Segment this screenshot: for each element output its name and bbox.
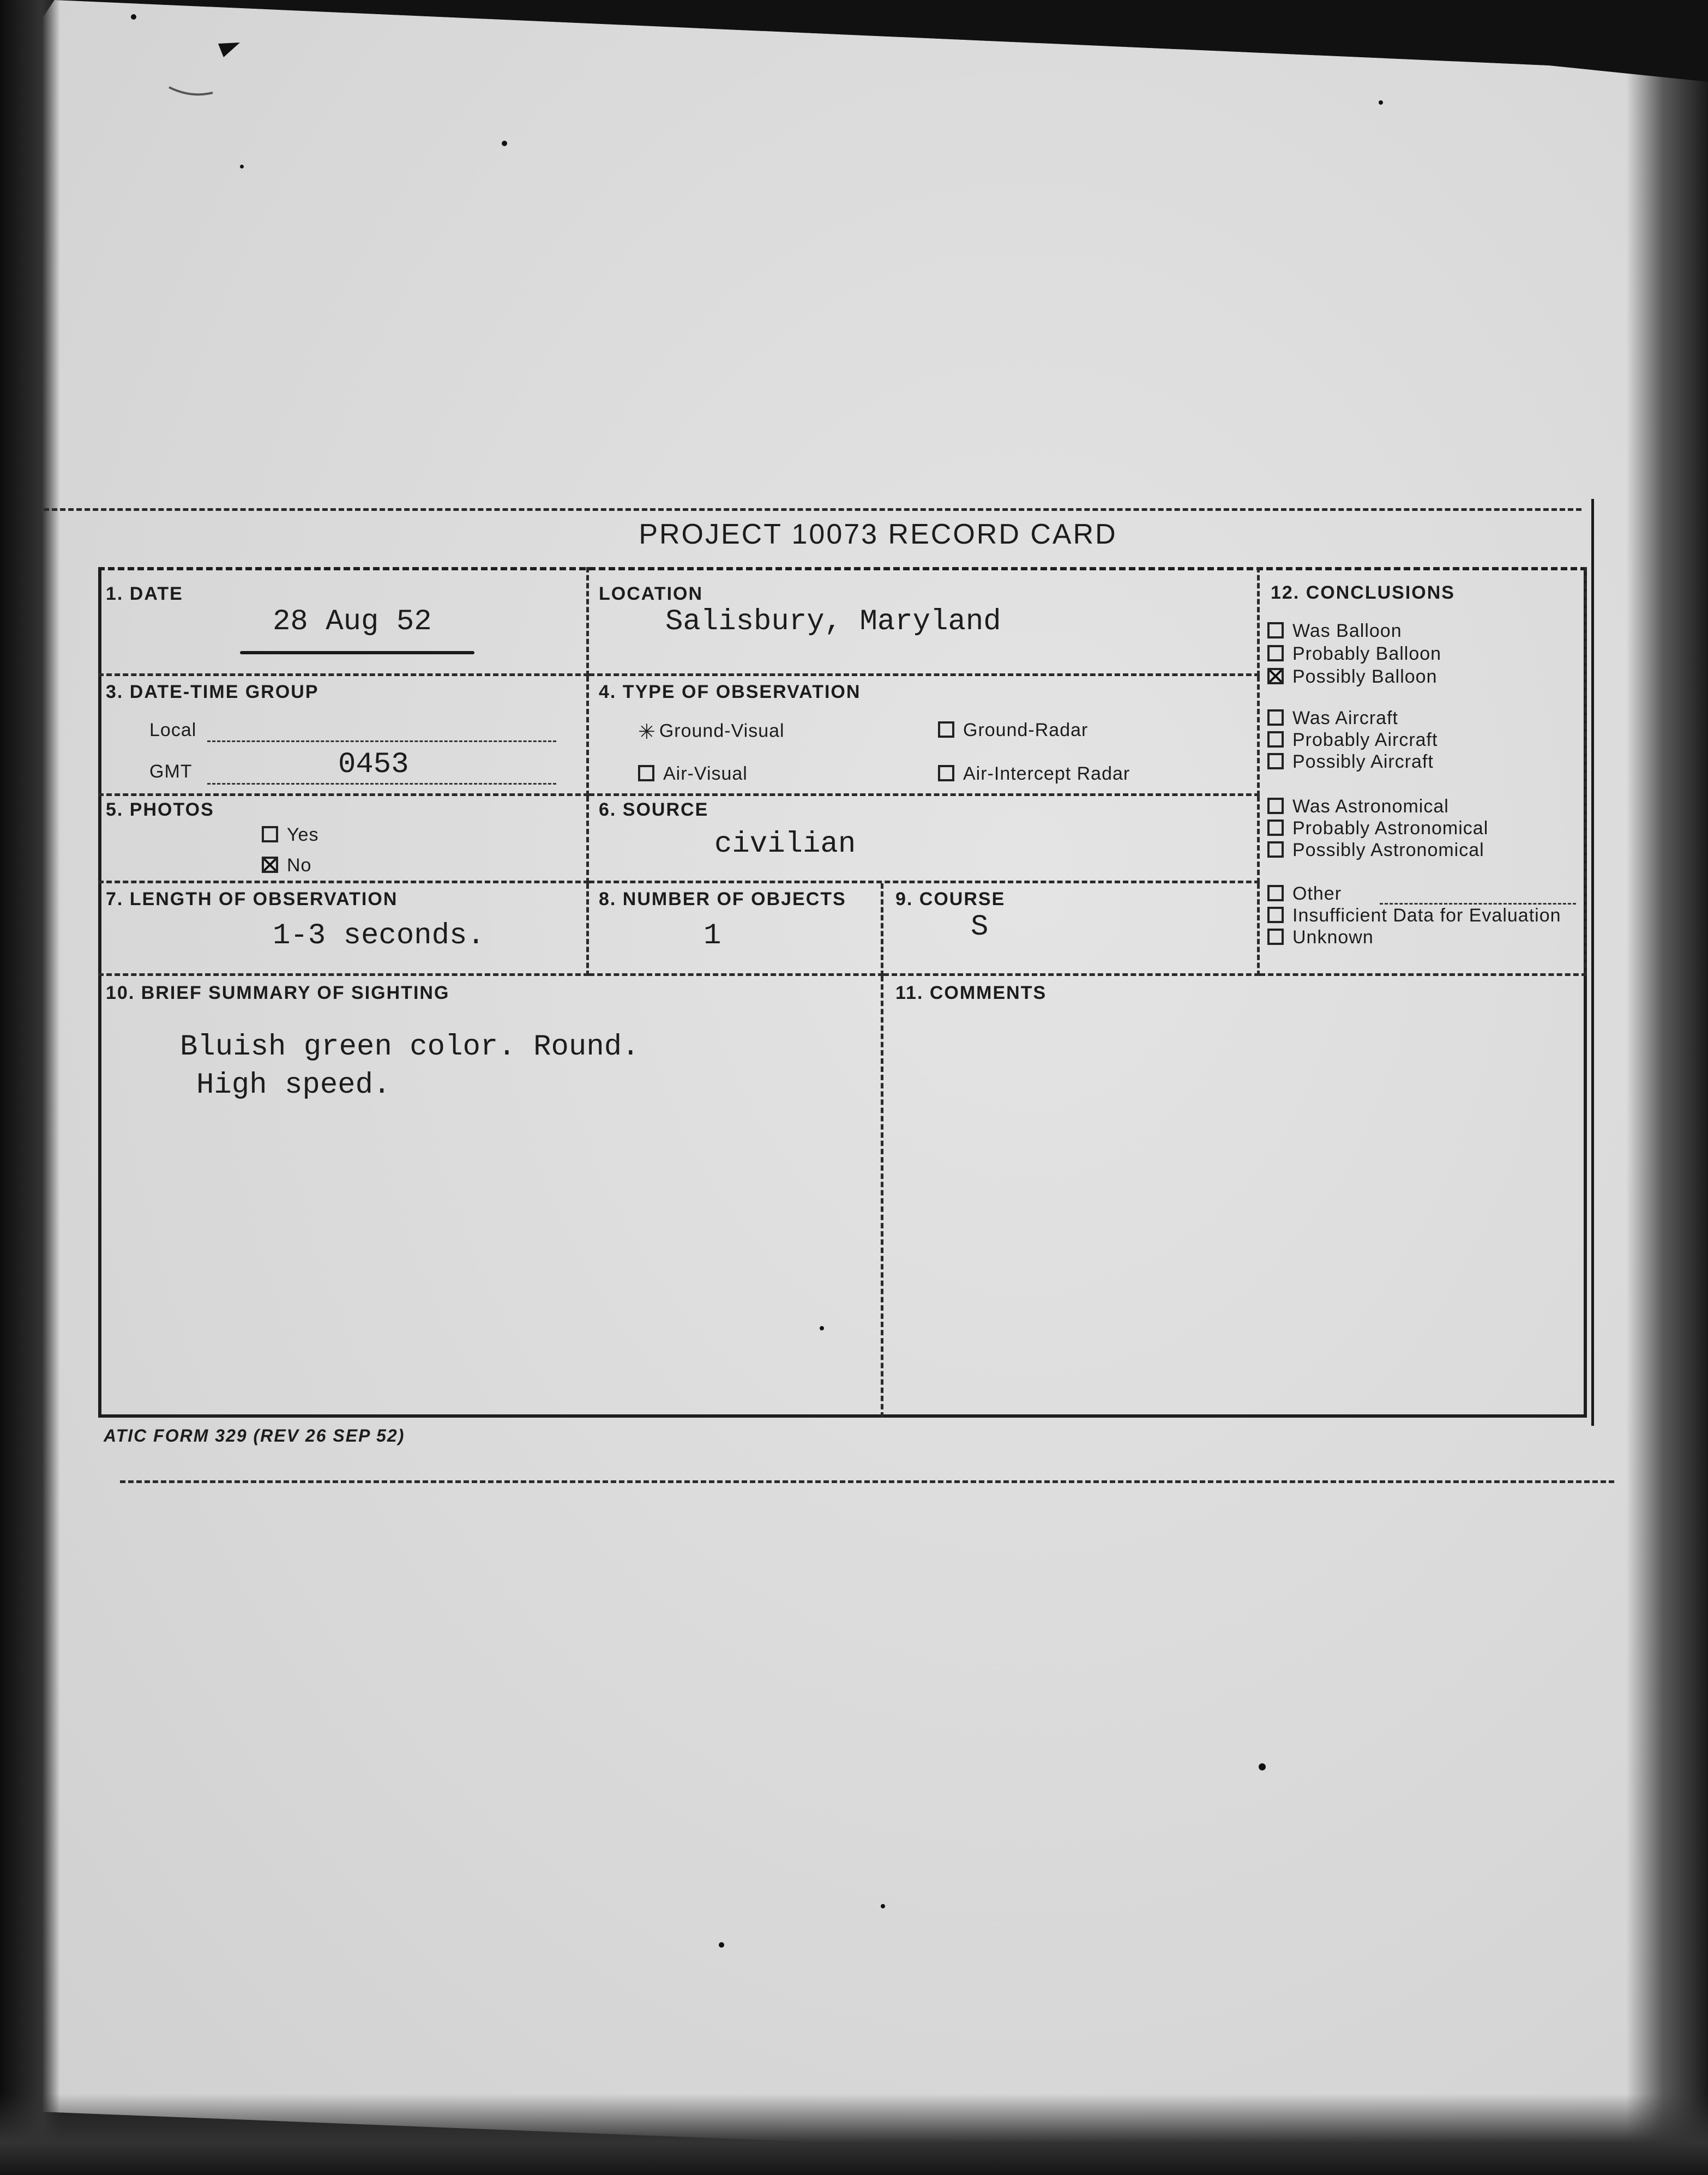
card-edge-line [1591, 499, 1594, 1426]
cell-length [98, 883, 589, 976]
dust-speck [240, 165, 244, 168]
date-value: 28 Aug 52 [273, 605, 432, 638]
course-value: S [971, 911, 989, 944]
scan-edge-left [0, 0, 60, 2175]
cell-location [589, 567, 1260, 676]
dust-speck [131, 14, 136, 20]
location-value: Salisbury, Maryland [665, 605, 1001, 638]
checkbox-icon [262, 826, 278, 842]
cell-source [589, 796, 1260, 883]
dust-speck [719, 1942, 724, 1948]
conclusion-probably-aircraft: Probably Aircraft [1267, 730, 1438, 751]
conclusion-possibly-aircraft: Possibly Aircraft [1267, 751, 1434, 773]
photos-option-no: No [262, 855, 311, 876]
checkbox-icon [1267, 798, 1284, 814]
photos-label: 5. PHOTOS [106, 799, 214, 820]
dust-speck [881, 1904, 885, 1908]
cell-conclusions [1260, 567, 1587, 976]
summary-line-1: Bluish green color. Round. [180, 1031, 640, 1064]
conclusion-possibly-astronomical: Possibly Astronomical [1267, 840, 1484, 861]
location-label: LOCATION [599, 583, 703, 604]
source-label: 6. SOURCE [599, 799, 709, 820]
cell-number-of-objects [589, 883, 883, 976]
checked-star-icon: ✳ [638, 721, 656, 744]
checkbox-icon [938, 721, 954, 738]
record-card [98, 519, 1587, 1418]
checkbox-icon [1267, 885, 1284, 901]
checkbox-icon [1267, 622, 1284, 638]
objects-value: 1 [703, 919, 721, 953]
option-air-visual: Air-Visual [638, 763, 748, 785]
date-label: 1. DATE [106, 583, 183, 604]
dtg-gmt-value: 0453 [338, 748, 409, 781]
checkbox-icon [1267, 645, 1284, 661]
dtg-local-label: Local [149, 720, 197, 740]
date-underline [240, 651, 474, 654]
card-title: PROJECT 10073 RECORD CARD [639, 519, 1117, 550]
length-label: 7. LENGTH OF OBSERVATION [106, 889, 398, 909]
conclusion-was-balloon: Was Balloon [1267, 620, 1402, 642]
conclusion-probably-balloon: Probably Balloon [1267, 643, 1441, 665]
cut-line-bottom [120, 1480, 1614, 1483]
cell-comments [883, 976, 1587, 1418]
dust-speck [502, 141, 507, 146]
checkbox-icon [1267, 907, 1284, 923]
comments-label: 11. COMMENTS [895, 983, 1047, 1003]
dtg-local-rule [207, 740, 556, 742]
dtg-gmt-label: GMT [149, 761, 193, 782]
checked-box-icon [1267, 668, 1284, 684]
conclusion-was-astronomical: Was Astronomical [1267, 796, 1449, 817]
option-air-intercept-radar: Air-Intercept Radar [938, 763, 1130, 785]
checkbox-icon [1267, 731, 1284, 748]
scan-edge-right [1626, 0, 1708, 2175]
option-ground-radar: Ground-Radar [938, 720, 1088, 741]
source-value: civilian [714, 828, 856, 861]
summary-label: 10. BRIEF SUMMARY OF SIGHTING [106, 983, 450, 1003]
form-number-footer: ATIC FORM 329 (REV 26 SEP 52) [104, 1426, 405, 1445]
checkbox-icon [1267, 841, 1284, 858]
summary-line-2: High speed. [196, 1069, 391, 1102]
course-label: 9. COURSE [895, 889, 1006, 909]
dust-speck [1259, 1763, 1266, 1770]
cell-course [883, 883, 1260, 976]
option-ground-visual: ✳ Ground-Visual [638, 720, 785, 744]
scan-edge-bottom [0, 2094, 1708, 2175]
cell-photos [98, 796, 589, 883]
checked-box-icon [262, 857, 278, 873]
cut-line-top [44, 508, 1581, 511]
photos-option-yes: Yes [262, 824, 318, 846]
smudge-mark [158, 27, 245, 115]
length-value: 1-3 seconds. [273, 919, 485, 953]
conclusion-insufficient-data: Insufficient Data for Evaluation [1267, 905, 1561, 926]
cell-date [98, 567, 589, 676]
checkbox-icon [1267, 709, 1284, 726]
other-rule [1380, 903, 1576, 905]
dtg-gmt-rule [207, 783, 556, 785]
cell-brief-summary [98, 976, 883, 1418]
cell-date-time-group [98, 676, 589, 796]
conclusion-possibly-balloon: Possibly Balloon [1267, 666, 1437, 688]
dtg-label: 3. DATE-TIME GROUP [106, 682, 319, 702]
conclusions-label: 12. CONCLUSIONS [1271, 582, 1455, 603]
conclusion-unknown: Unknown [1267, 927, 1374, 948]
checkbox-icon [1267, 929, 1284, 945]
conclusion-was-aircraft: Was Aircraft [1267, 708, 1398, 729]
cell-type-of-observation [589, 676, 1260, 796]
conclusion-other: Other [1267, 883, 1342, 905]
dust-speck [1379, 100, 1383, 105]
checkbox-icon [638, 765, 654, 781]
type-observation-label: 4. TYPE OF OBSERVATION [599, 682, 861, 702]
checkbox-icon [1267, 753, 1284, 769]
checkbox-icon [1267, 820, 1284, 836]
conclusion-probably-astronomical: Probably Astronomical [1267, 818, 1488, 839]
checkbox-icon [938, 765, 954, 781]
objects-label: 8. NUMBER OF OBJECTS [599, 889, 846, 909]
